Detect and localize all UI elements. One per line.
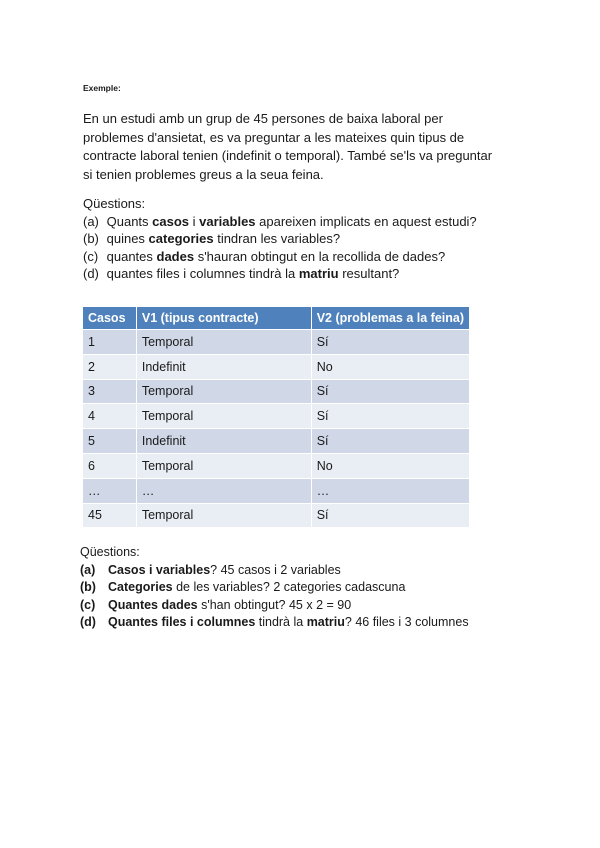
- question-bold-term: casos: [152, 213, 190, 229]
- cell-v1: Temporal: [136, 379, 311, 404]
- questions-title: Qüestions:: [83, 196, 146, 211]
- question-label: (c): [83, 248, 99, 264]
- table-row: [83, 429, 469, 454]
- cell-v2: No: [311, 453, 469, 478]
- cell-v2: No: [311, 354, 469, 379]
- question-bold-term: matriu: [298, 266, 339, 281]
- question-bold-term: variables: [199, 213, 256, 229]
- question-label: (b): [83, 231, 99, 246]
- table-row: [83, 354, 469, 379]
- answer-item: [80, 614, 530, 632]
- question-text-post: tindran les variables?: [213, 231, 341, 246]
- cell-v1: …: [136, 478, 311, 503]
- answer-bold-term: Quantes files i columnes: [108, 615, 256, 630]
- cell-case: 4: [83, 404, 136, 429]
- table-header-row: [83, 307, 469, 330]
- cell-v1: Indefinit: [136, 354, 311, 379]
- answer-bold-term: Quantes dades: [108, 597, 198, 612]
- question-label: (d): [83, 266, 99, 281]
- cell-case: …: [83, 478, 136, 503]
- cell-case: 3: [83, 379, 136, 404]
- answers-block: [80, 544, 530, 632]
- header-v1: V1 (tipus contracte): [136, 307, 311, 330]
- header-v2: V2 (problemas a la feina): [311, 307, 469, 330]
- table-row: [83, 379, 469, 404]
- example-heading: Exemple:: [83, 83, 121, 93]
- question-item: [83, 213, 523, 231]
- cell-v2: Sí: [311, 379, 469, 404]
- cell-v2: Sí: [311, 330, 469, 355]
- cell-case: 5: [83, 429, 136, 454]
- question-text-post: resultant?: [338, 266, 400, 281]
- question-text-pre: quantes: [106, 248, 157, 264]
- table-row: [83, 404, 469, 429]
- table-row: [83, 503, 469, 527]
- answers-title: Qüestions:: [80, 545, 140, 559]
- question-text-mid: i: [189, 213, 200, 229]
- question-item: [83, 265, 523, 283]
- intro-paragraph: En un estudi amb un grup de 45 persones de baixa laboral per problemes d'ansietat, es va preguntar a les mateixes quin tipus de contracte laboral tenien (indefinit o temporal). També se'ls va preguntar si tenien problemes greus a la seua feina.: [83, 111, 493, 182]
- answer-label: (a): [80, 562, 96, 577]
- question-label: (a): [83, 213, 99, 229]
- cell-v1: Temporal: [136, 503, 311, 527]
- question-item: [83, 230, 523, 248]
- cell-case: 1: [83, 330, 136, 355]
- cell-v2: Sí: [311, 429, 469, 454]
- table-row: [83, 453, 469, 478]
- answer-text: tindrà la: [255, 615, 307, 630]
- answer-item: [80, 597, 530, 615]
- answer-item: [80, 579, 530, 597]
- cell-case: 45: [83, 503, 136, 527]
- answer-bold-term: Casos i variables: [108, 562, 211, 577]
- answer-text: s'han obtingut? 45 x 2 = 90: [197, 597, 352, 612]
- cell-v2: Sí: [311, 404, 469, 429]
- header-casos: Casos: [83, 307, 136, 330]
- answer-label: (c): [80, 597, 96, 612]
- cell-case: 2: [83, 354, 136, 379]
- question-text-post: s'hauran obtingut en la recollida de dades?: [194, 248, 446, 264]
- cell-case: 6: [83, 453, 136, 478]
- question-text-pre: quantes files i columnes tindrà la: [106, 266, 299, 281]
- question-text-post: apareixen implicats en aquest estudi?: [255, 213, 477, 229]
- question-text-pre: Quants: [106, 213, 153, 229]
- questions-block: [83, 195, 523, 283]
- cell-v1: Temporal: [136, 453, 311, 478]
- cell-v1: Temporal: [136, 404, 311, 429]
- answer-label: (d): [80, 615, 96, 630]
- question-bold-term: categories: [148, 231, 214, 246]
- answer-text: ? 46 files i 3 columnes: [344, 615, 469, 630]
- question-bold-term: dades: [156, 248, 195, 264]
- answer-label: (b): [80, 580, 96, 595]
- table-row: [83, 330, 469, 355]
- table-row: [83, 478, 469, 503]
- cell-v1: Temporal: [136, 330, 311, 355]
- cell-v2: …: [311, 478, 469, 503]
- answer-bold-term: matriu: [306, 615, 345, 630]
- question-text-pre: quines: [106, 231, 149, 246]
- answer-item: [80, 562, 530, 580]
- cell-v1: Indefinit: [136, 429, 311, 454]
- answer-text: de les variables? 2 categories cadascuna: [172, 580, 406, 595]
- answer-bold-term: Categories: [108, 580, 173, 595]
- cell-v2: Sí: [311, 503, 469, 527]
- answer-text: ? 45 casos i 2 variables: [210, 562, 341, 577]
- data-matrix-table: [83, 307, 469, 527]
- question-item: [83, 248, 523, 266]
